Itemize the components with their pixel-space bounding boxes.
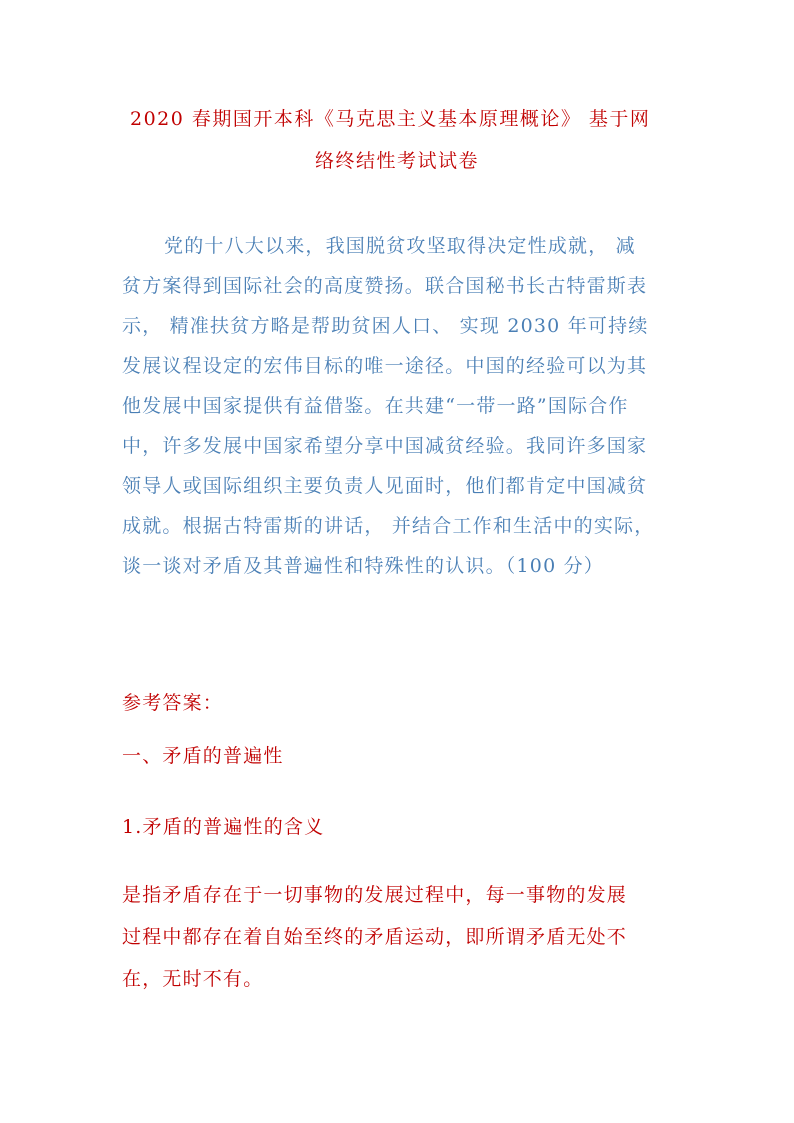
answer-label: 参考答案： bbox=[122, 692, 224, 714]
answer-paragraph-line: 过程中都存在着自始至终的矛盾运动，即所谓矛盾无处不 bbox=[122, 926, 628, 948]
question-line: 领导人或国际组织主要负责人见面时，他们都肯定中国减贫 bbox=[122, 475, 648, 497]
question-line: 谈一谈对矛盾及其普遍性和特殊性的认识。（100 分） bbox=[122, 555, 605, 577]
answer-paragraph-line: 是指矛盾存在于一切事物的发展过程中，每一事物的发展 bbox=[122, 884, 628, 906]
question-line: 发展议程设定的宏伟目标的唯一途径。中国的经验可以为其 bbox=[122, 355, 648, 377]
question-line: 成就。根据古特雷斯的讲话， 并结合工作和生活中的实际， bbox=[122, 515, 655, 537]
document-title-line-1: 2020 春期国开本科《马克思主义基本原理概论》 基于网 bbox=[130, 108, 651, 130]
question-line: 他发展中国家提供有益借鉴。在共建“一带一路”国际合作 bbox=[122, 395, 629, 417]
question-line: 中，许多发展中国家希望分享中国减贫经验。我同许多国家 bbox=[122, 435, 648, 457]
document-title-line-2: 络终结性考试试卷 bbox=[315, 150, 480, 172]
question-line: 贫方案得到国际社会的高度赞扬。联合国秘书长古特雷斯表 bbox=[122, 275, 648, 297]
answer-heading-2: 1.矛盾的普遍性的含义 bbox=[122, 816, 325, 838]
question-line: 示， 精准扶贫方略是帮助贫困人口、 实现 2030 年可持续 bbox=[122, 315, 649, 337]
answer-paragraph-line: 在，无时不有。 bbox=[122, 968, 264, 990]
question-line: 党的十八大以来，我国脱贫攻坚取得决定性成就， 减 bbox=[164, 235, 636, 257]
answer-heading-1: 一、矛盾的普遍性 bbox=[122, 745, 284, 767]
